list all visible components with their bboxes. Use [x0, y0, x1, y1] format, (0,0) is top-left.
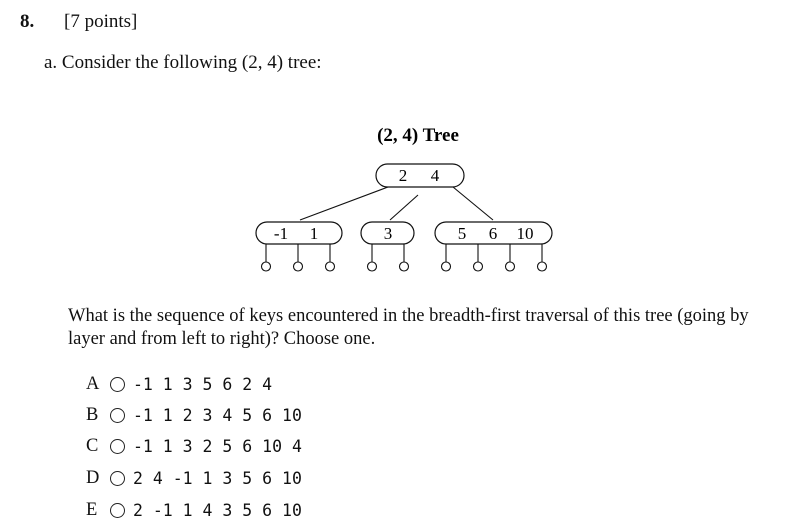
tree-title: (2, 4) Tree [377, 125, 459, 146]
option-text: 2 -1 1 4 3 5 6 10 [133, 500, 302, 520]
child-node [256, 222, 342, 244]
question-prompt: What is the sequence of keys encountered in the breadth-first traversal of this tree (going by layer and from left to right)? Choose one. [68, 306, 749, 349]
child-key: 1 [309, 224, 319, 243]
child-node [361, 222, 414, 244]
option-text: 2 4 -1 1 3 5 6 10 [133, 468, 302, 488]
option-text: -1 1 2 3 4 5 6 10 [133, 405, 302, 425]
radio-button[interactable] [110, 471, 125, 486]
option-text: -1 1 3 2 5 6 10 4 [133, 436, 302, 456]
option-letter: E [86, 499, 98, 520]
child-key: 3 [383, 224, 393, 243]
child-key: 5 [457, 224, 467, 243]
option-e[interactable] [86, 498, 302, 522]
child-key: -1 [273, 224, 289, 243]
part-a-prompt: a. Consider the following (2, 4) tree: [44, 52, 322, 73]
question-points: [7 points] [64, 11, 138, 32]
child-node [435, 222, 552, 244]
child-key: 10 [516, 224, 534, 243]
root-key: 2 [398, 166, 408, 185]
option-b[interactable] [86, 403, 302, 427]
question-number: 8. [20, 11, 35, 32]
option-letter: A [86, 373, 100, 394]
option-a[interactable] [86, 372, 272, 396]
tree-edges [300, 187, 493, 220]
radio-button[interactable] [110, 377, 125, 392]
option-letter: B [86, 404, 99, 425]
option-text: -1 1 3 5 6 2 4 [133, 374, 273, 394]
radio-button[interactable] [110, 439, 125, 454]
option-d[interactable] [86, 466, 302, 490]
option-letter: D [86, 467, 100, 488]
option-letter: C [86, 435, 99, 456]
radio-button[interactable] [110, 503, 125, 518]
root-key: 4 [430, 166, 440, 185]
option-c[interactable] [86, 434, 302, 458]
radio-button[interactable] [110, 408, 125, 423]
child-key: 6 [488, 224, 498, 243]
leaf-stubs [262, 244, 547, 271]
root-node [376, 164, 464, 187]
